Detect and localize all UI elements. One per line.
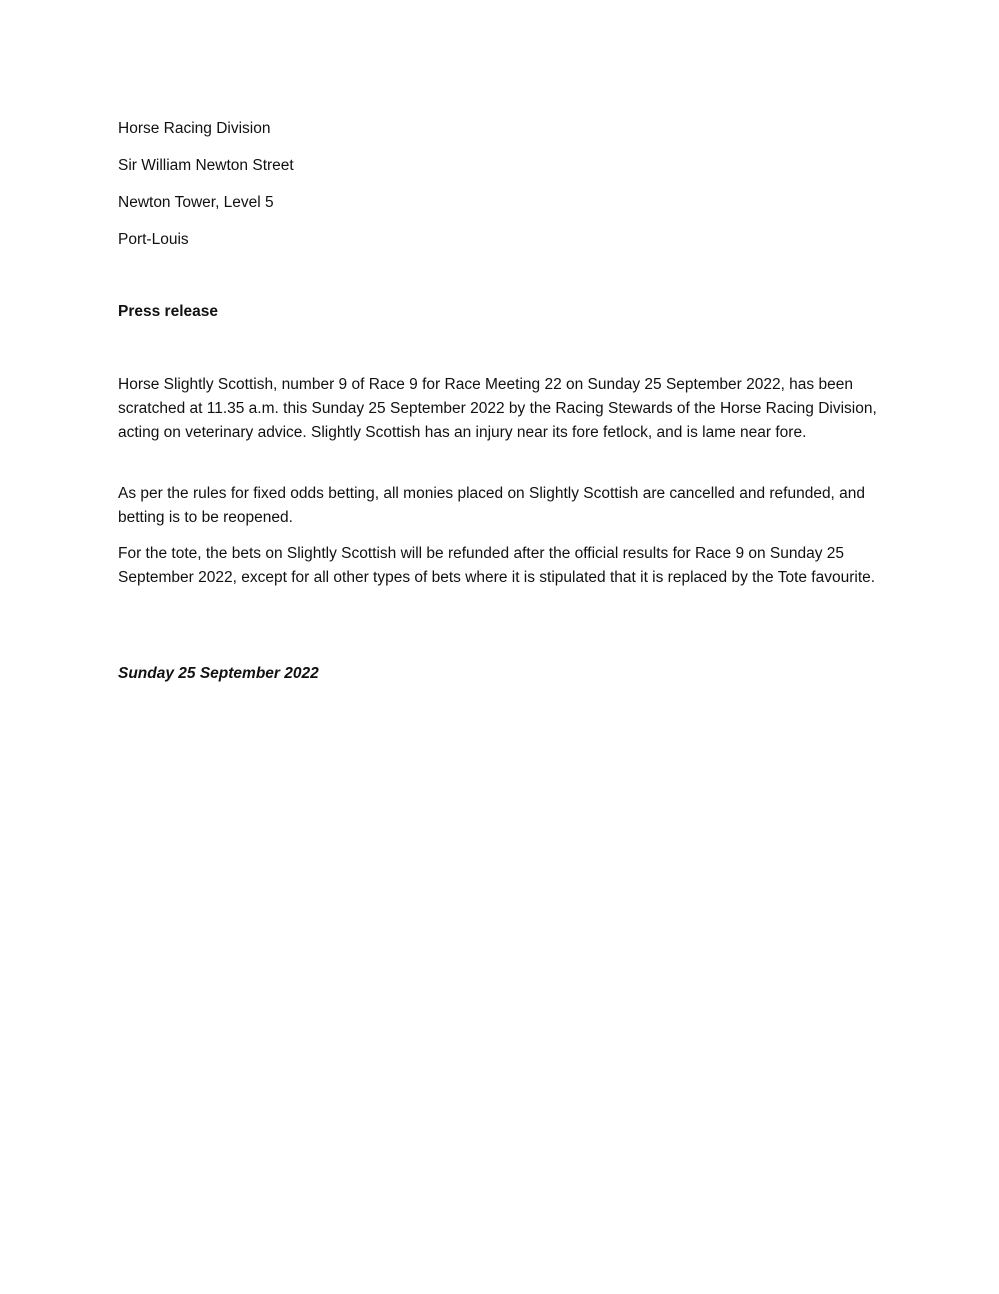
address-line-street: Sir William Newton Street	[118, 157, 294, 174]
signoff-date: Sunday 25 September 2022	[118, 665, 319, 682]
paragraph-fixed-odds: As per the rules for fixed odds betting, all monies placed on Slightly Scottish are cancelled and refunded, and betting is to be reopened.	[118, 485, 866, 526]
paragraph-scratch-notice: Horse Slightly Scottish, number 9 of Race 9 for Race Meeting 22 on Sunday 25 September 2022, has been scratched at 11.35 a.m. this Sunday 25 September 2022 by the Racing Stewards of the Horse Racing Division, acting on veterinary advice. Slightly Scottish has an injury near its fore fetlock, and is lame near fore.	[118, 376, 877, 441]
address-line-organization: Horse Racing Division	[118, 120, 271, 137]
paragraph-tote: For the tote, the bets on Slightly Scottish will be refunded after the official results for Race 9 on Sunday 25 September 2022, except for all other types of bets where it is stipulated that it is replaced by the Tote favourite.	[118, 545, 876, 586]
address-line-city: Port-Louis	[118, 231, 189, 248]
press-release-heading: Press release	[118, 303, 218, 320]
address-line-building: Newton Tower, Level 5	[118, 194, 274, 211]
